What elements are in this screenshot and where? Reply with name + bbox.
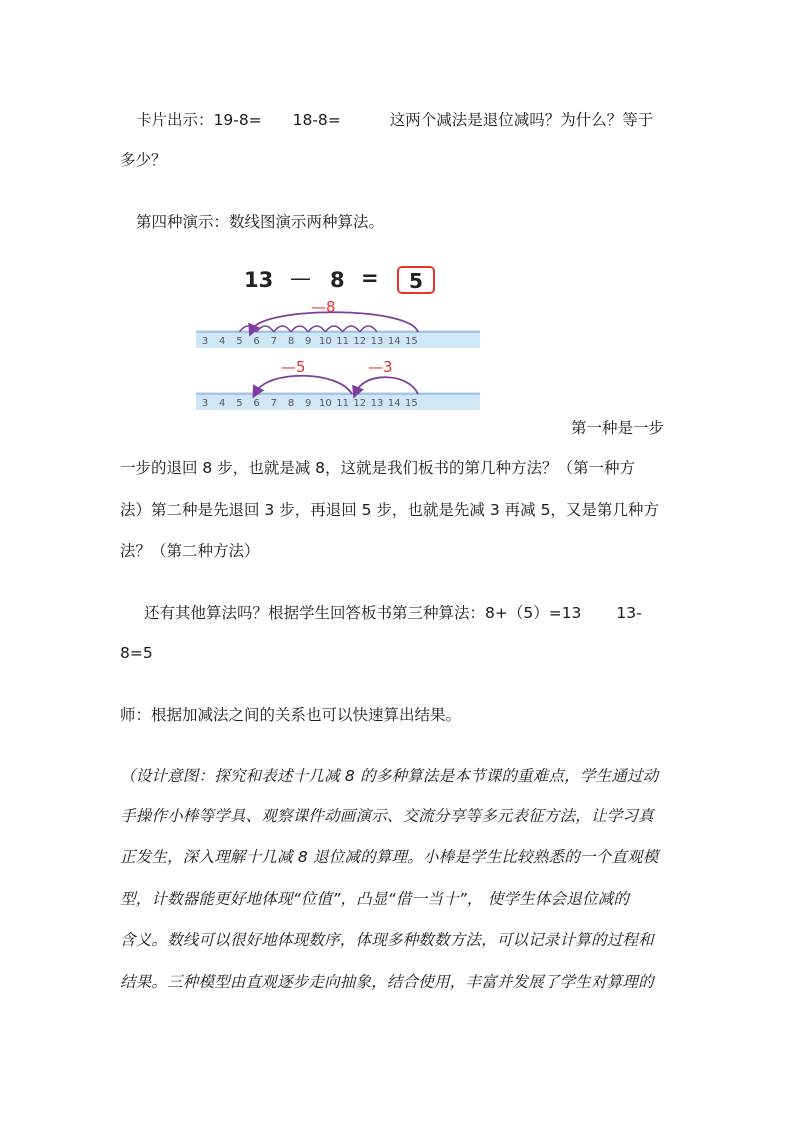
number-line-2-tick-label: 13 [370, 398, 384, 409]
number-line-1-tick-label: 15 [405, 336, 418, 347]
paragraph-5: 师：根据加减法之间的关系也可以快速算出结果。 [120, 706, 462, 724]
number-line-2-tick-label: 10 [319, 398, 332, 409]
number-line-1-tick-label: 9 [305, 336, 312, 347]
design-intent-line-2: 手操作小棒等学具、观察课件动画演示、交流分享等多元表征方法，让学习真 [120, 807, 654, 825]
number-line-2-tick-label: 9 [305, 398, 312, 409]
card-equation-2: 18-8= [292, 111, 341, 129]
number-line-1-tick-label: 12 [353, 336, 367, 347]
paragraph-1-line-2: 多少？ [120, 151, 167, 169]
paragraph-3-line-4: 法？（第二种方法） [120, 542, 260, 560]
number-line-2-tick-label: 14 [387, 398, 401, 409]
subtraction-text: 13- [616, 604, 642, 622]
number-line-1-tick-label: 13 [370, 336, 384, 347]
number-line-1-tick-label: 5 [236, 336, 243, 347]
number-line-2 [196, 358, 480, 410]
number-line-2-tick-label: 8 [287, 398, 295, 409]
number-line-2-tick-label: 5 [236, 398, 243, 409]
paragraph-2: 第四种演示：数线图演示两种算法。 [136, 213, 385, 231]
number-line-1-tick-label: 4 [219, 336, 226, 347]
design-intent-line-6: 结果。三种模型由直观逐步走向抽象，结合使用，丰富并发展了学生对算理的 [120, 973, 654, 991]
equation-result: 5 [409, 269, 423, 293]
number-line-2-jump-label-5: —5 [281, 358, 306, 376]
number-line-1-tick-label: 7 [270, 336, 277, 347]
number-line-2-tick-label: 3 [201, 398, 209, 409]
number-line-1-tick-label: 6 [253, 336, 260, 347]
number-line-2-tick-label: 4 [219, 398, 226, 409]
paragraph-3-line-1: 第一种是一步 [571, 419, 665, 437]
paragraph-3-line-2: 一步的退回 8 步，也就是减 8，这就是我们板书的第几种方法？（第一种方 [120, 459, 636, 477]
question-text: 这两个减法是退位减吗？为什么？等于 [389, 111, 654, 129]
number-line-1-jump-label: —8 [311, 298, 336, 316]
number-line-2-tick-label: 6 [253, 398, 260, 409]
equation-subtrahend: 8 [330, 268, 345, 292]
design-intent-line-4: 型，计数器能更好地体现“位值”，凸显“借一当十”， 使学生体会退位减的 [120, 890, 630, 908]
number-line-2-tick-label: 15 [405, 398, 418, 409]
equation-minuend: 13 [244, 268, 274, 292]
number-line-1-tick-label: 3 [201, 336, 209, 347]
number-line-2-tick-label: 12 [353, 398, 367, 409]
number-line-1-tick-label: 8 [287, 336, 295, 347]
number-line-1-tick-label: 14 [387, 336, 401, 347]
number-line-2-tick-label: 11 [336, 398, 349, 409]
equation-equals: = [361, 266, 379, 290]
number-line-2-arc-minus-5 [256, 376, 352, 394]
paragraph-3-line-3: 法）第二种是先退回 3 步，再退回 5 步，也就是先减 3 再减 5，又是第几种方 [120, 501, 659, 519]
paragraph-4-line-1 [144, 603, 642, 623]
paragraph-1-line-1 [136, 110, 653, 130]
number-line-1-tick-label: 10 [319, 336, 332, 347]
other-method-text: 还有其他算法吗？根据学生回答板书第三种算法：8+（5）=13 [144, 604, 582, 622]
design-intent-line-1: （设计意图：探究和表述十几减 8 的多种算法是本节课的重难点，学生通过动 [120, 767, 659, 785]
number-line-2-jump-label-3: —3 [368, 358, 393, 376]
number-line-figure [0, 290, 794, 450]
paragraph-4-line-2: 8=5 [120, 644, 153, 662]
number-line-1 [196, 298, 480, 348]
number-line-2-tick-label: 7 [270, 398, 277, 409]
number-line-2-arc-minus-3 [356, 377, 418, 394]
design-intent-line-3: 正发生，深入理解十几减 8 退位减的算理。小棒是学生比较熟悉的一个直观模 [120, 848, 659, 866]
card-text: 卡片出示：19-8= [136, 111, 262, 129]
number-line-1-tick-label: 11 [336, 336, 349, 347]
design-intent-line-5: 含义。数线可以很好地体现数序，体现多种数数方法，可以记录计算的过程和 [120, 931, 654, 949]
equation-minus: — [290, 266, 311, 290]
